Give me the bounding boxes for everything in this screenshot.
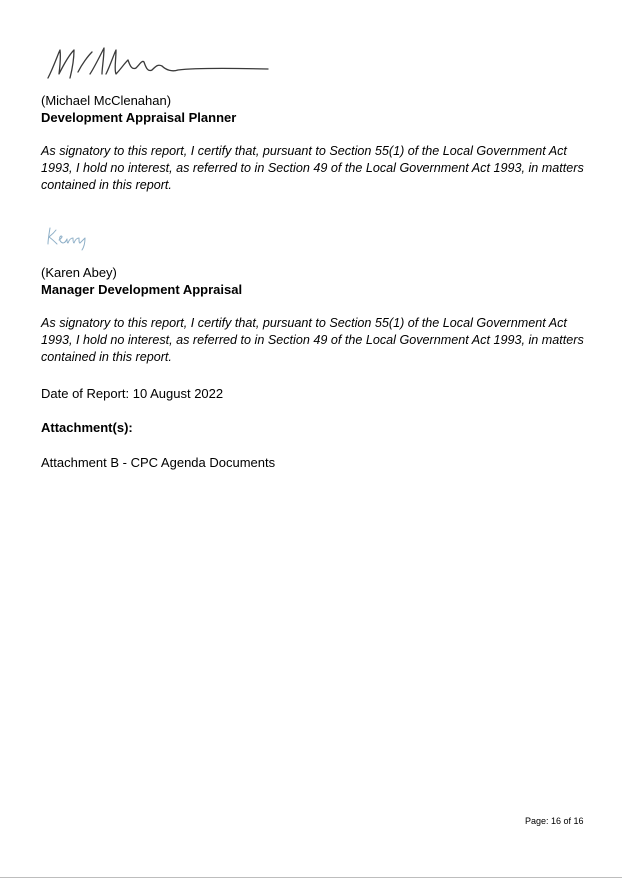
signature-image-mcclenahan [44,44,274,84]
certification-paragraph: As signatory to this report, I certify that, pursuant to Section 55(1) of the Local Government Act 1993, I hold no interest, as referred to in Section 49 of the Local Government Act 1993, in matters contained in this report. [41,144,584,192]
report-date: Date of Report: 10 August 2022 [41,386,224,401]
signature-image-abey [44,224,94,252]
signatory-name: (Karen Abey) [41,265,117,280]
attachment-item: Attachment B - CPC Agenda Documents [41,455,276,470]
signatory-name: (Michael McClenahan) [41,93,172,108]
page-bottom-divider [0,877,622,878]
signatory-title: Manager Development Appraisal [41,282,243,297]
page-number: Page: 16 of 16 [525,816,584,826]
attachments-heading: Attachment(s): [41,420,133,435]
certification-paragraph: As signatory to this report, I certify that, pursuant to Section 55(1) of the Local Government Act 1993, I hold no interest, as referred to in Section 49 of the Local Government Act 1993, in matters contained in this report. [41,316,584,364]
signatory-title: Development Appraisal Planner [41,110,237,125]
